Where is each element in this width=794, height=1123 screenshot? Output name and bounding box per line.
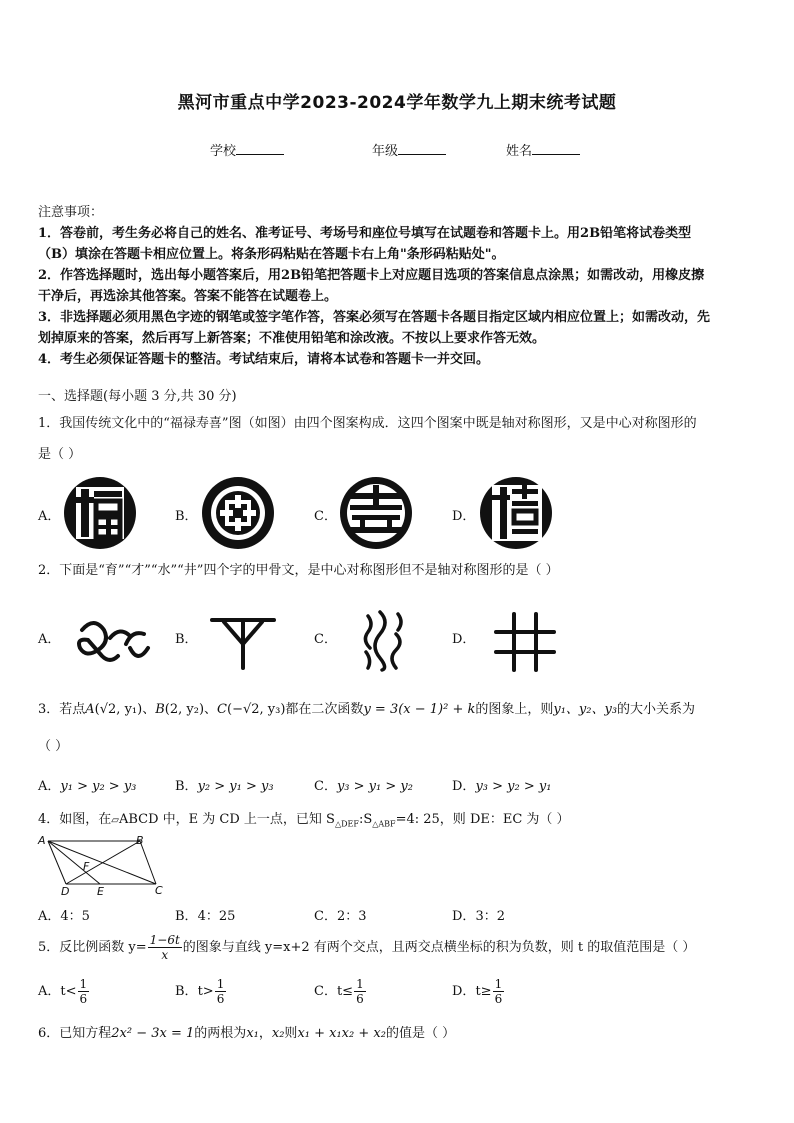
option-label: D． [452,909,476,924]
question-2-stem: 2．下面是“育”“才”“水”“井”四个字的甲骨文，是中心对称图形但不是轴对称图形的是（ ） [38,563,559,578]
fraction-numerator: 1−6t [149,933,180,947]
page-title: 黑河市重点中学2023-2024学年数学九上期末统考试题 [177,93,617,113]
xi-pattern-icon [478,475,554,551]
fu-pattern-icon [62,475,138,551]
note-line: （B）填涂在答题卡相应位置上。将条形码粘贴在答题卡右上角"条形码粘贴处"。 [38,247,505,262]
question-3-paren: （ ） [38,739,69,754]
option-text: 3：2 [475,909,505,924]
school-blank [236,142,284,155]
question-4-stem [38,810,763,835]
option-label: C． [314,984,337,999]
shou-pattern-icon [338,475,414,551]
fraction-denominator: 6 [216,992,225,1006]
q4-option-a [38,905,90,924]
option-text: 4：25 [197,909,236,924]
cai-glyph-icon [208,610,278,670]
q3-function: y = 3(x − 1)² + k [363,702,476,717]
q4-stem-a: 4．如图，在 [38,812,112,827]
q3-point-c-coords: (−√2, y₃) [227,702,286,717]
grade-label: 年级 [372,144,399,159]
fraction-denominator: 6 [494,992,503,1006]
option-rel: t< [60,984,77,999]
vertex-label: E [97,885,104,898]
q2-option-c-label: C． [314,632,337,647]
note-line: 1．答卷前，考生务必将自己的姓名、准考证号、考场号和座位号填写在试题卷和答题卡上。用2B铅笔将试卷类型 [38,226,692,241]
q4-stem-c: =4: 25，则 DE：EC 为（ ） [395,812,570,827]
q5-pre: 5．反比例函数 y= [38,940,147,955]
parallelogram-figure [36,832,166,898]
option-label: A． [38,984,61,999]
q3-point-a-coords: (√2, y₁) [94,702,143,717]
q6-mid: 的两根为 [194,1026,247,1041]
shui-glyph-icon [358,608,408,672]
q5-option-c [314,975,367,1009]
q1-option-c-label: C． [314,509,337,524]
option-rel: t> [197,984,214,999]
option-label: D． [452,984,476,999]
name-field [506,140,580,159]
note-line: 4．考生必须保证答题卡的整洁。考试结束后，请将本试卷和答题卡一并交回。 [38,352,490,367]
q3-point-c: C [217,702,227,717]
option-label: D． [452,779,476,794]
q5-option-b [175,975,227,1009]
q5-option-d [452,975,505,1009]
q4-sub-def: △DEF [334,819,359,829]
q3-post: 的图象上，则 [475,702,554,717]
option-label: C． [314,909,337,924]
q6-comma: ， [258,1026,272,1041]
vertex-label: A [38,834,46,847]
option-fraction [354,977,366,1006]
q4-colon: :S [358,812,373,827]
q1-option-b-label: B． [175,509,198,524]
option-expr: y₁ > y₂ > y₃ [60,779,137,794]
fraction-denominator: 6 [79,992,88,1006]
question-5-stem [38,930,763,966]
fraction-denominator: x [161,948,169,962]
fraction-denominator: 6 [356,992,364,1006]
q5-option-a [38,975,90,1009]
q3-mid: 都在二次函数 [285,702,364,717]
option-expr: y₃ > y₁ > y₂ [336,779,413,794]
q5-fraction [148,933,182,962]
q3-pre: 3．若点 [38,702,86,717]
q4-option-c [314,905,367,924]
fraction-numerator: 1 [79,977,88,991]
lu-pattern-icon [200,475,276,551]
q6-pre: 6．已知方程 [38,1026,112,1041]
q1-option-d-label: D． [452,509,476,524]
question-1-stem: 1．我国传统文化中的“福禄寿喜”图（如图）由四个图案构成．这四个图案中既是轴对称图形，又是中心对称图形的 [38,416,697,431]
option-label: A． [38,909,61,924]
q3-option-c [314,775,413,794]
q5-post: 的图象与直线 y=x+2 有两个交点，且两交点横坐标的积为负数，则 t 的取值范围是（ ） [182,940,696,955]
q6-equation: 2x² − 3x = 1 [111,1026,195,1041]
q1-option-a-label: A． [38,509,61,524]
vertex-label: D [61,885,70,898]
note-line: 2．作答选择题时，选出每小题答案后，用2B铅笔把答题卡上对应题目选项的答案信息点涂黑；如需改动，用橡皮擦 [38,268,705,283]
option-label: B． [175,779,198,794]
q3-point-a: A [85,702,95,717]
q6-post: 的值是（ ） [385,1026,456,1041]
option-fraction [493,977,505,1006]
q3-vars: y₁、y₂、y₃ [553,702,618,717]
option-text: 2：3 [336,909,367,924]
yu-glyph-icon [74,608,154,668]
option-label: A． [38,779,61,794]
option-rel: t≤ [336,984,354,999]
question-3-stem [38,700,763,720]
option-fraction [215,977,227,1006]
q4-sub-abf: △ABF [372,819,396,829]
vertex-label: C [155,884,163,897]
vertex-label: F [83,860,90,873]
note-line: 划掉原来的答案，然后再写上新答案；不准使用铅笔和涂改液。不按以上要求作答无效。 [38,331,546,346]
option-label: C． [314,779,337,794]
q2-option-d-label: D． [452,632,476,647]
vertex-label: B [136,834,144,847]
q6-root-1: x₁ [246,1026,259,1041]
q6-root-2: x₂ [271,1026,285,1041]
note-line: 干净后，再选涂其他答案。答案不能答在试题卷上。 [38,289,338,304]
q3-option-b [175,775,274,794]
option-text: 4：5 [60,909,90,924]
option-fraction [78,977,90,1006]
fraction-numerator: 1 [216,977,225,991]
option-expr: y₂ > y₁ > y₃ [197,779,274,794]
section-heading: 一、选择题(每小题 3 分,共 30 分) [38,389,237,404]
q6-expression: x₁ + x₁x₂ + x₂ [297,1026,386,1041]
note-line: 3．非选择题必须用黑色字迹的钢笔或签字笔作答，答案必须写在答题卡各题目指定区域内相应位置上；如需改动，先 [38,310,711,325]
grade-blank [398,142,446,155]
q3-sep: 、 [142,702,156,717]
option-rel: t≥ [475,984,492,999]
q3-point-b: B [155,702,165,717]
notes [38,202,758,370]
q3-option-d [452,775,551,794]
q4-option-b [175,905,235,924]
fraction-numerator: 1 [356,977,364,991]
question-6-stem [38,1024,763,1044]
notes-heading: 注意事项： [38,205,104,220]
q3-sep: 、 [204,702,218,717]
q2-option-b-label: B． [175,632,198,647]
jing-glyph-icon [494,612,556,672]
parallelogram-symbol: ▱ [111,815,119,826]
q3-point-b-coords: (2, y₂) [164,702,205,717]
option-expr: y₃ > y₂ > y₁ [475,779,552,794]
school-field [210,140,284,159]
fraction-numerator: 1 [494,977,503,991]
q6-mid2: 则 [284,1026,298,1041]
option-label: B． [175,909,198,924]
grade-field [372,140,446,159]
question-1-stem-cont: 是（ ） [38,447,82,462]
q2-option-a-label: A． [38,632,61,647]
q3-option-a [38,775,136,794]
name-blank [532,142,580,155]
q4-stem-b: ABCD 中，E 为 CD 上一点，已知 S [118,812,335,827]
name-label: 姓名 [506,144,533,159]
q4-option-d [452,905,505,924]
q3-end: 的大小关系为 [617,702,696,717]
option-label: B． [175,984,198,999]
school-label: 学校 [210,144,237,159]
